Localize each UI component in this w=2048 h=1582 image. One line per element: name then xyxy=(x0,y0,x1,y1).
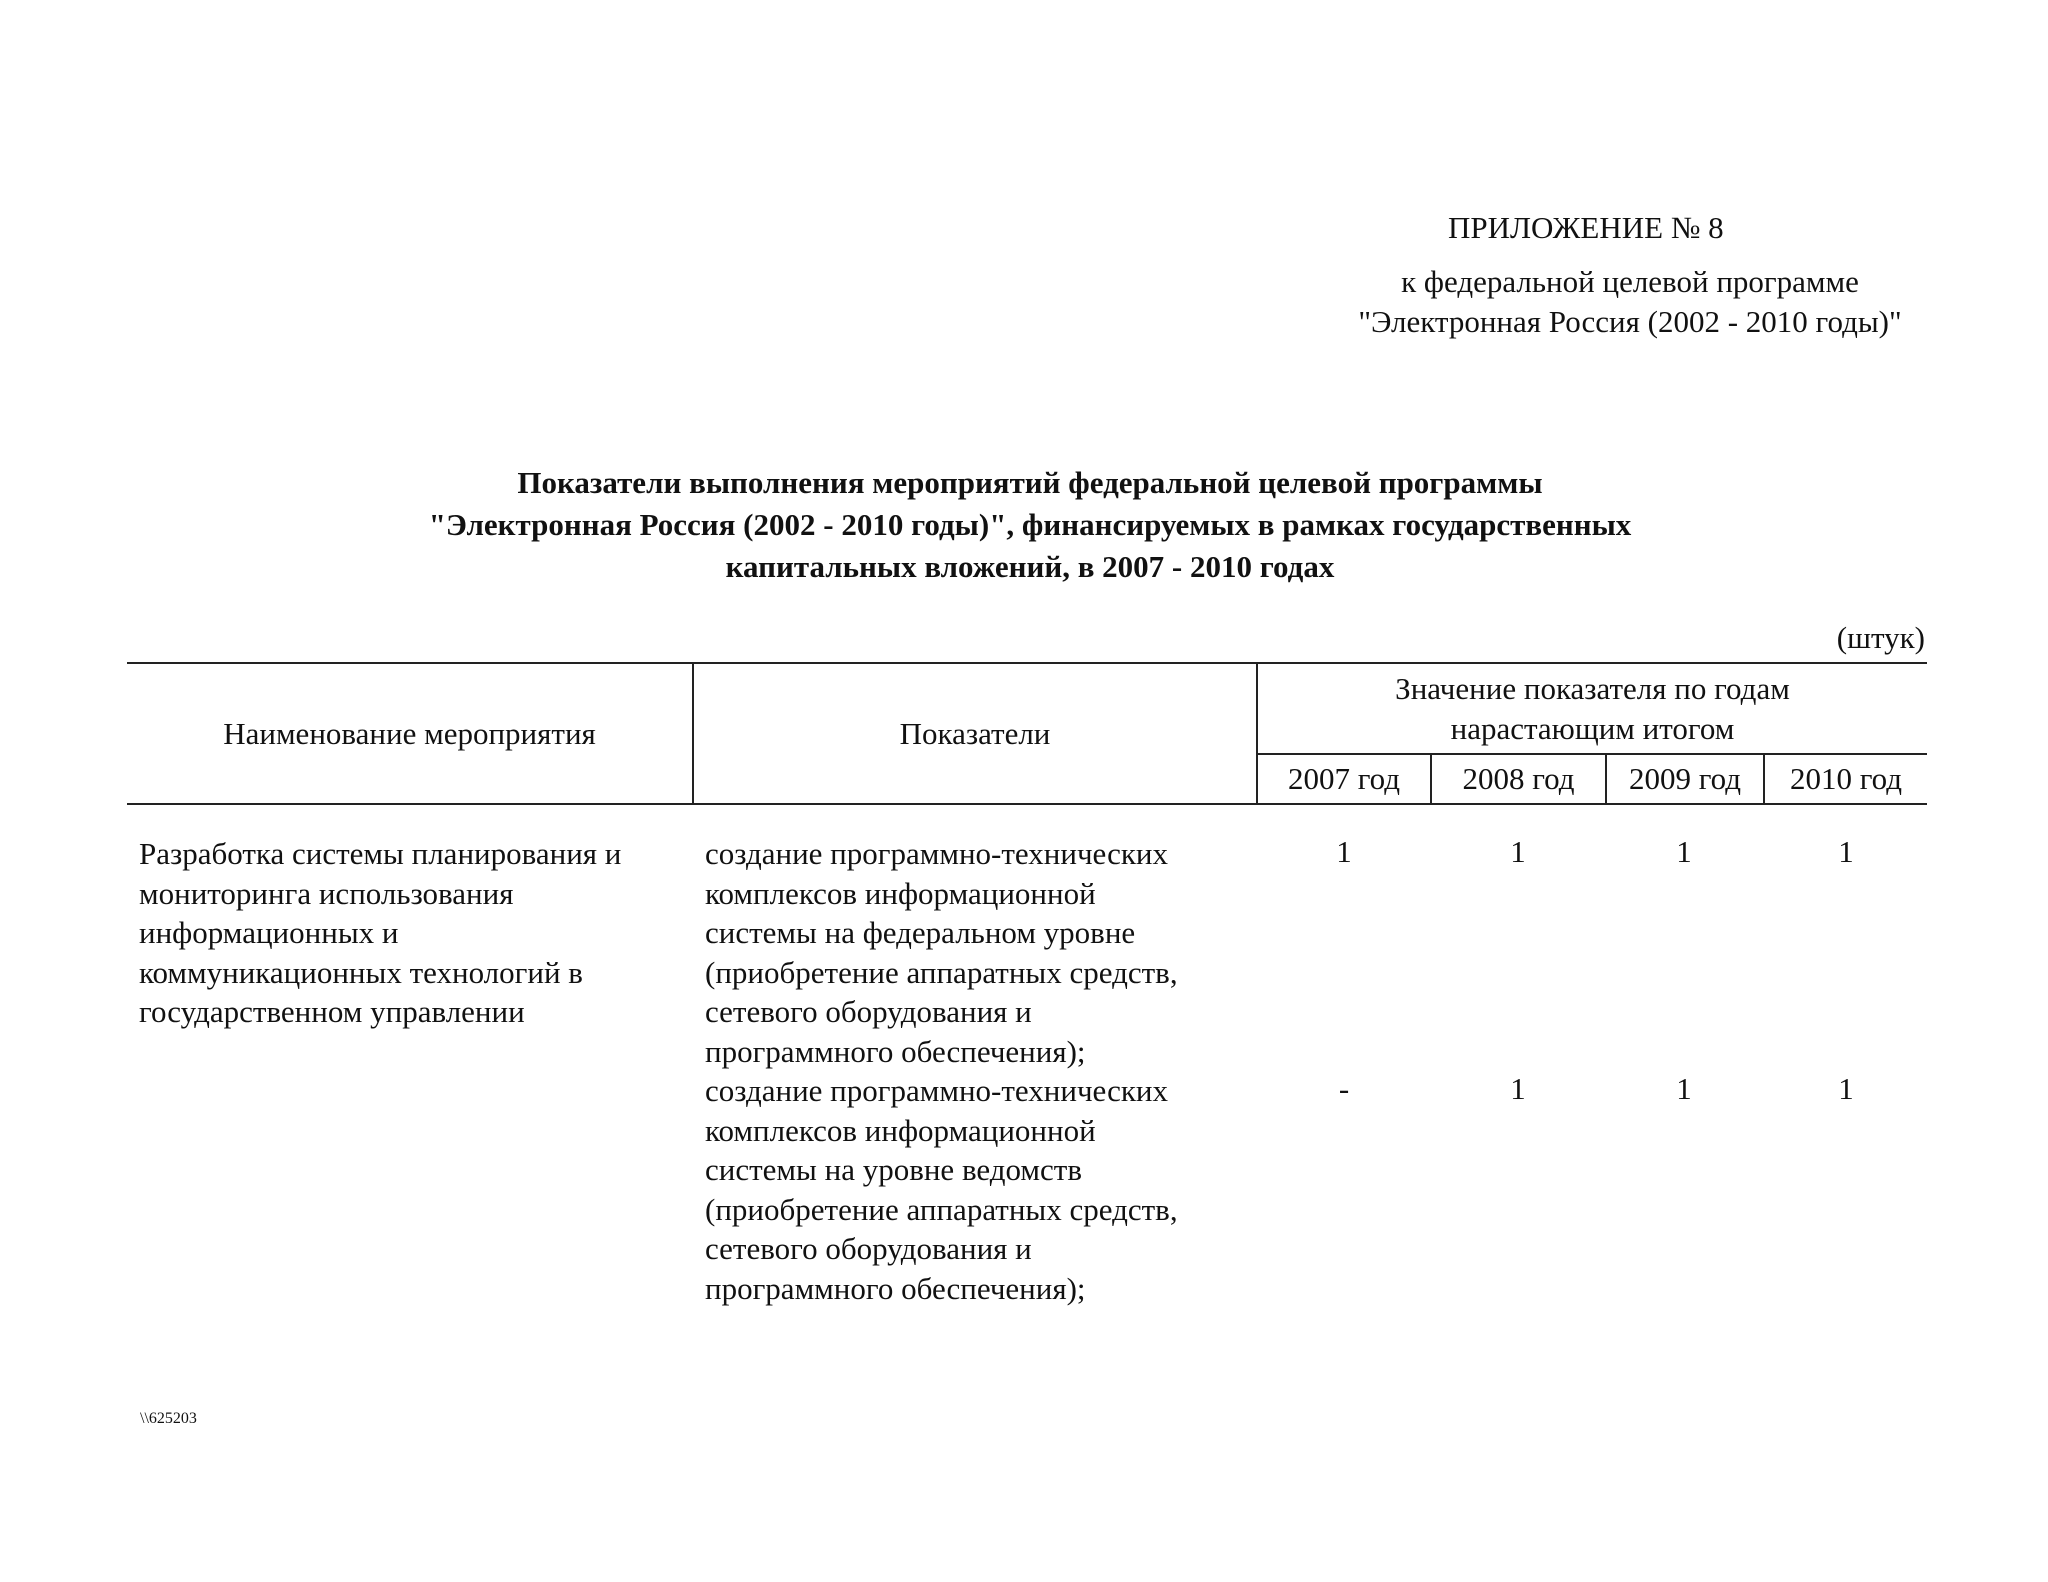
appendix-number: ПРИЛОЖЕНИЕ № 8 xyxy=(1448,210,1724,245)
appendix-reference-line-1: к федеральной целевой программе xyxy=(1401,264,1859,299)
header-year-2008-text: 2008 год xyxy=(1462,761,1575,796)
value-2007-indicator-2: - xyxy=(1338,1071,1350,1106)
appendix-reference-line-2: "Электронная Россия (2002 - 2010 годы)" xyxy=(1358,304,1902,339)
indicator-line: комплексов информационной xyxy=(705,875,1096,911)
header-event-name xyxy=(127,664,692,803)
header-year-2010-text: 2010 год xyxy=(1789,761,1903,796)
header-values xyxy=(1258,664,1927,753)
title-line-3: капитальных вложений, в 2007 - 2010 годах xyxy=(725,549,1335,584)
value-2008-indicator-2: 1 xyxy=(1510,1071,1526,1106)
event-name-line: информационных и xyxy=(139,915,399,950)
units-label: (штук) xyxy=(1836,620,1925,655)
indicator-line: программного обеспечения); xyxy=(705,1033,1086,1069)
document-code: \\625203 xyxy=(140,1410,197,1427)
appendix-reference xyxy=(1290,262,1970,342)
indicator-1-cell xyxy=(705,834,1178,1071)
indicator-line: сетевого оборудования и xyxy=(705,994,1032,1029)
event-name-line: мониторинга использования xyxy=(139,875,514,911)
indicator-line: комплексов информационной xyxy=(705,1112,1096,1148)
header-year-2009 xyxy=(1607,755,1763,803)
title-line-1: Показатели выполнения мероприятий федеральной целевой программы xyxy=(517,465,1543,500)
value-2009-indicator-1: 1 xyxy=(1676,834,1692,869)
header-event-name-text: Наименование мероприятия xyxy=(223,715,596,751)
indicator-line: системы на федеральном уровне xyxy=(705,915,1136,950)
indicator-line: программного обеспечения); xyxy=(705,1270,1086,1306)
indicator-line: создание программно-технических xyxy=(705,836,1168,871)
header-bottom-border xyxy=(127,803,1927,805)
indicator-line: системы на уровне ведомств xyxy=(705,1152,1082,1187)
title-line-2: "Электронная Россия (2002 - 2010 годы)", финансируемых в рамках государственных xyxy=(428,507,1632,542)
indicator-line: создание программно-технических xyxy=(705,1073,1168,1108)
event-name-line: коммуникационных технологий в xyxy=(139,954,583,990)
value-2010-indicator-1: 1 xyxy=(1838,834,1854,869)
event-name-cell xyxy=(139,834,621,1032)
event-name-line: Разработка системы планирования и xyxy=(139,836,622,871)
value-2007-indicator-1: 1 xyxy=(1336,834,1352,869)
indicator-line: сетевого оборудования и xyxy=(705,1231,1032,1266)
indicator-line: (приобретение аппаратных средств, xyxy=(705,1191,1178,1227)
header-indicators-text: Показатели xyxy=(899,715,1051,751)
value-2009-indicator-2: 1 xyxy=(1676,1071,1692,1106)
document-title xyxy=(250,462,1810,588)
header-year-2007 xyxy=(1258,755,1430,803)
indicator-2-cell xyxy=(705,1071,1178,1308)
header-year-2009-text: 2009 год xyxy=(1628,761,1742,796)
header-year-2007-text: 2007 год xyxy=(1287,761,1401,796)
header-indicators xyxy=(694,664,1256,803)
header-year-2008 xyxy=(1432,755,1605,803)
header-year-2010 xyxy=(1765,755,1927,803)
header-values-line-2: нарастающим итогом xyxy=(1450,710,1735,746)
value-2008-indicator-1: 1 xyxy=(1510,834,1526,869)
indicator-line: (приобретение аппаратных средств, xyxy=(705,954,1178,990)
value-2010-indicator-2: 1 xyxy=(1838,1071,1854,1106)
event-name-line: государственном управлении xyxy=(139,994,525,1029)
header-values-line-1: Значение показателя по годам xyxy=(1395,670,1790,706)
